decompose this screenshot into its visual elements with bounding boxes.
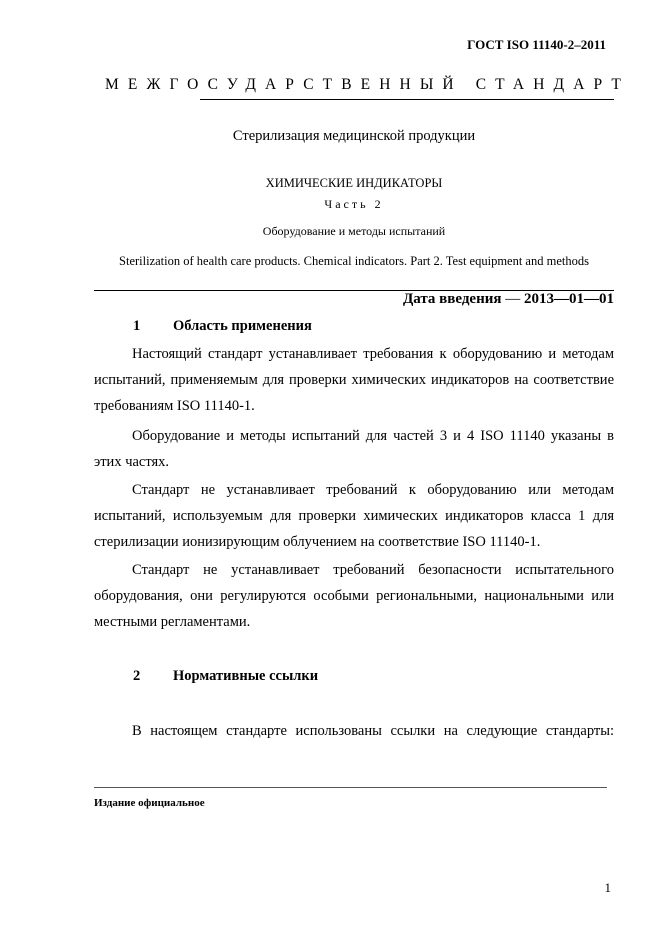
document-part-title: Оборудование и методы испытаний (262, 224, 446, 238)
footnote-divider (94, 787, 607, 788)
header-divider (200, 99, 614, 100)
introduction-date (403, 291, 614, 308)
paragraph: Настоящий стандарт устанавливает требования к оборудованию и методам испытаний, применяемым для проверки химических индикаторов на соответствие требованиям ISO 11140-1. (94, 346, 614, 414)
edition-note: Издание официальное (94, 797, 205, 809)
section-number: 1 (133, 318, 141, 334)
section-title: Область применения (173, 318, 312, 334)
section-heading-references (133, 668, 318, 685)
paragraph: Оборудование и методы испытаний для частей 3 и 4 ISO 11140 указаны в этих частях. (94, 428, 614, 470)
paragraph: В настоящем стандарте использованы ссылки на следующие стандарты: (132, 723, 614, 739)
document-subtitle: ХИМИЧЕСКИЕ ИНДИКАТОРЫ (265, 176, 443, 190)
document-part: Часть 2 (324, 197, 384, 211)
introduction-date-value: 2013—01—01 (524, 291, 614, 307)
paragraph: Стандарт не устанавливает требований безопасности испытательного оборудования, они регулируются особыми региональными, национальными или местными регламентами. (94, 562, 614, 630)
introduction-date-dash: — (501, 291, 524, 307)
section-heading-scope (133, 318, 312, 335)
page-number: 1 (604, 880, 611, 895)
document-code: ГОСТ ISO 11140-2–2011 (467, 37, 606, 52)
standard-type-heading: МЕЖГОСУДАРСТВЕННЫЙ СТАНДАРТ (105, 76, 630, 93)
section-number: 2 (133, 668, 141, 684)
introduction-date-label: Дата введения (402, 291, 502, 307)
section-title: Нормативные ссылки (173, 668, 319, 684)
paragraph: Стандарт не устанавливает требований к оборудованию или методам испытаний, используемым для проверки химических индикаторов класса 1 для стерилизации ионизирующим облучением на соответствие ISO 11140-1. (94, 482, 614, 550)
document-title: Стерилизация медицинской продукции (232, 128, 476, 144)
english-title: Sterilization of health care products. Chemical indicators. Part 2. Test equipment and methods (119, 254, 589, 268)
